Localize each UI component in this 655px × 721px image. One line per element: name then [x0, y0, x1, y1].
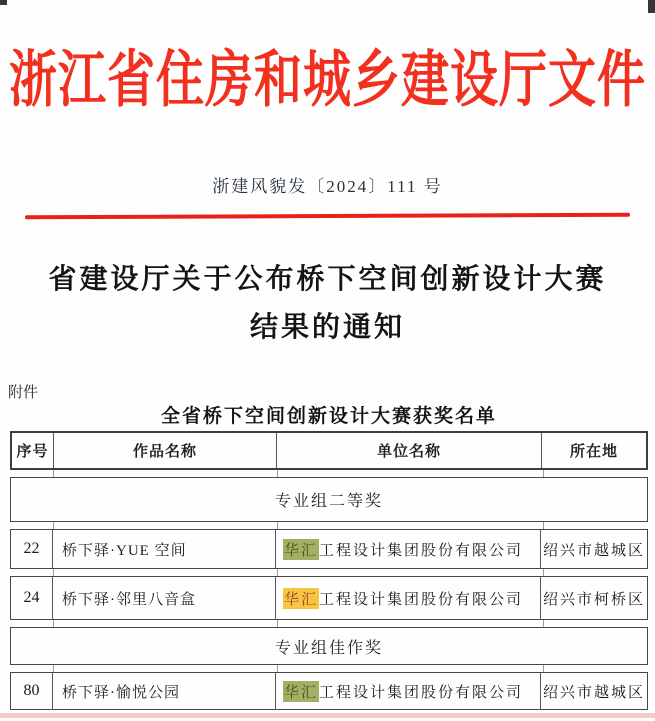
scan-artifact-top-left — [0, 0, 7, 5]
attachment-label: 附件 — [8, 384, 39, 401]
section-label: 专业组二等奖 — [274, 493, 383, 510]
section-row-honorable-mention — [10, 627, 648, 665]
table-strip-gap — [10, 522, 648, 529]
cell-location: 绍兴市越城区 — [542, 542, 645, 559]
header-rank: 序号 — [12, 433, 54, 468]
cell-location: 绍兴市越城区 — [542, 684, 645, 701]
red-divider-line — [25, 213, 630, 220]
company-text: 工程设计集团股份有限公司 — [319, 542, 524, 559]
section-row-second-prize — [10, 477, 648, 522]
company-text: 工程设计集团股份有限公司 — [319, 591, 524, 608]
header-location: 所在地 — [569, 443, 618, 460]
notice-title-line2: 结果的通知 — [249, 312, 405, 343]
award-list-title: 全省桥下空间创新设计大赛获奖名单 — [160, 406, 497, 427]
table-row — [10, 672, 648, 710]
highlighted-company-text: 华汇 — [283, 681, 319, 702]
notice-title — [0, 256, 655, 352]
table-strip-gap — [10, 470, 648, 477]
table-strip-gap — [10, 569, 648, 576]
table-row — [10, 576, 648, 620]
scan-artifact-top-right — [648, 0, 655, 13]
table-header-row — [10, 431, 648, 470]
banner-title: 浙江省住房和城乡建设厅文件 — [8, 46, 646, 115]
section-label: 专业组佳作奖 — [274, 639, 383, 657]
notice-title-line1: 省建设厅关于公布桥下空间创新设计大赛 — [48, 264, 607, 295]
cell-company-name — [276, 673, 541, 709]
cell-location: 绍兴市柯桥区 — [542, 591, 645, 608]
award-table — [10, 431, 648, 710]
cell-company-name — [276, 577, 541, 619]
highlighted-company-text: 华汇 — [283, 539, 319, 560]
table-strip-gap — [10, 620, 648, 627]
highlighted-company-text: 华汇 — [283, 588, 319, 609]
cell-rank: 80 — [11, 673, 53, 709]
cell-company-name — [276, 530, 541, 568]
cell-rank: 22 — [11, 530, 53, 568]
table-row — [10, 529, 648, 569]
header-unit-name: 单位名称 — [277, 433, 542, 468]
header-work-name: 作品名称 — [54, 433, 277, 468]
cell-work-name: 桥下驿·邻里八音盒 — [53, 577, 276, 619]
table-strip-gap — [10, 665, 648, 672]
document-number: 浙建风貌发〔2024〕111 号 — [212, 177, 443, 196]
cell-rank: 24 — [11, 577, 53, 619]
scan-artifact-bottom-stripe — [0, 713, 655, 718]
company-text: 工程设计集团股份有限公司 — [319, 684, 524, 701]
cell-work-name: 桥下驿·YUE 空间 — [53, 530, 276, 568]
cell-work-name: 桥下驿·愉悦公园 — [53, 673, 276, 709]
